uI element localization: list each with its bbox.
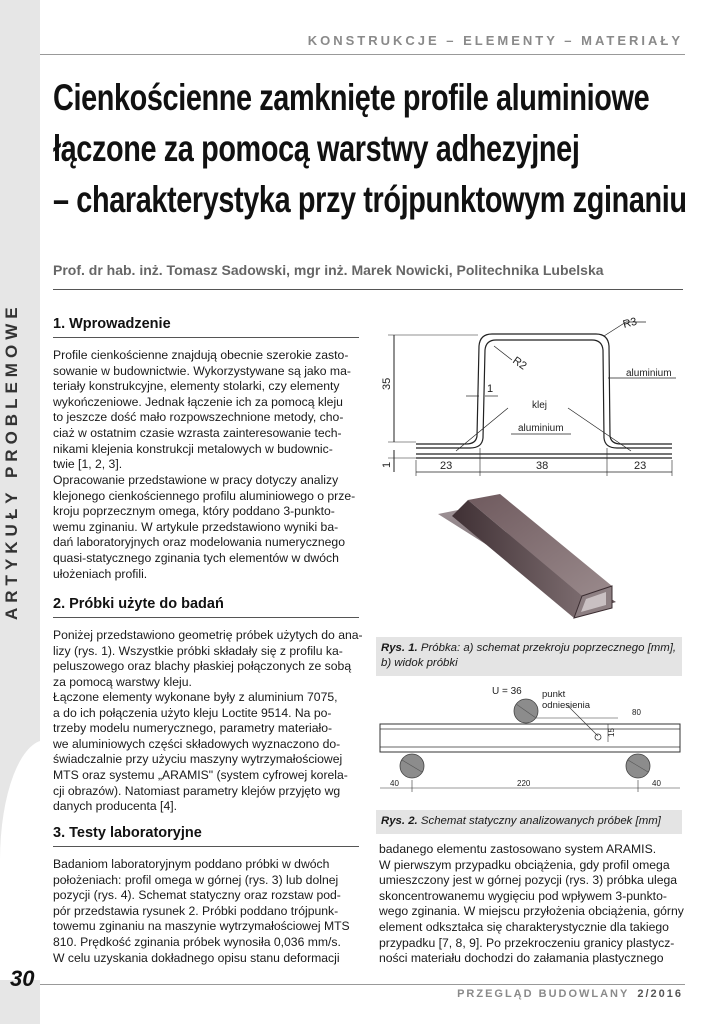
figure1-caption: [376, 637, 682, 676]
label-r2: R2: [510, 354, 529, 373]
label-40-left: 40: [390, 779, 399, 788]
text-line: we aluminiowych części składowych wyznaczono do-: [53, 736, 341, 751]
paragraph-s1-p1: [53, 348, 359, 473]
text-line: umieszczony jest w górnej pozycji (rys. 3) próbka ulega: [379, 873, 678, 888]
leader-klej-right: [568, 408, 631, 451]
text-line: 810. Prędkość zginania próbek wynosiła 0,036 mm/s.: [53, 934, 341, 949]
label-height-35: 35: [381, 377, 393, 390]
static-scheme-diagram: [376, 680, 684, 804]
text-line: badanego elementu zastosowano system ARAMIS.: [379, 842, 657, 856]
paragraph-s2-p1: [53, 628, 363, 690]
figure2-caption-ref: Rys. 2.: [381, 815, 418, 827]
text-line: położeniach: profil omega w górnej (rys. 3) lub dolnej: [53, 872, 339, 887]
header-category: KONSTRUKCJE – ELEMENTY – MATERIAŁY: [307, 33, 683, 48]
text-line: element odkształca się charakterystycznie dla takiego: [379, 919, 669, 934]
text-line: W pierwszym przypadku obciążenia, gdy profil omega: [379, 857, 670, 872]
label-aluminium-bottom: aluminium: [518, 423, 564, 434]
journal-name: PRZEGLĄD BUDOWLANY: [457, 988, 630, 1000]
text-line: Profile cienkościenne znajdują obecnie szerokie zasto-: [53, 348, 349, 362]
text-line: twie [1, 2, 3].: [53, 457, 123, 472]
label-odniesienia: odniesienia: [542, 700, 591, 711]
paragraph-s2-p2: [53, 690, 359, 815]
title-line: Cienkościenne zamknięte profile aluminiowe: [53, 77, 650, 118]
text-line: kroju poprzecznym omega, który poddano 3-punkto-: [53, 504, 335, 519]
paragraph-s1-p2: [53, 473, 359, 582]
label-220: 220: [517, 779, 531, 788]
text-line: MTS oraz systemu „ARAMIS" (system cyfrowej korela-: [53, 767, 348, 782]
text-line: Poniżej przedstawiono geometrię próbek użytych do ana-: [53, 628, 363, 642]
label-aluminium-top: aluminium: [626, 368, 672, 379]
text-line: W celu uzyskania dokładnego opisu stanu deformacji: [53, 950, 340, 965]
label-punkt: punkt: [542, 689, 566, 700]
text-line: przypadku [7, 8, 9]. Po przekroczeniu granicy plastycz-: [379, 935, 675, 950]
label-width-23-left: 23: [440, 460, 453, 472]
label-80: 80: [632, 708, 641, 717]
footer-rule: [40, 984, 685, 985]
cross-section-diagram: [376, 310, 684, 490]
label-40-right: 40: [652, 779, 661, 788]
label-width-38: 38: [536, 460, 549, 472]
text-line: za pomocą warstwy kleju.: [53, 674, 192, 689]
text-line: Badaniom laboratoryjnym poddano próbki w dwóch: [53, 857, 330, 871]
text-line: wego zginania. W miejscu przyłożenia obciążenia, górny: [379, 904, 684, 919]
text-line: świadczalnie przy użyciu maszyny wytrzymałościowej: [53, 752, 343, 767]
text-line: skoncentrowanemu wygięciu pod wpływem 3-punkto-: [379, 888, 667, 903]
text-line: teriały konstrukcyjne, elementy stolarki, czy elementy: [53, 379, 340, 394]
text-line: dań laboratoryjnych oraz modelowania numerycznego: [53, 535, 345, 550]
text-line: nikami klejenia konstrukcji metalowych w budownic-: [53, 441, 333, 456]
text-line: trzeby modelu numerycznego, parametry materiało-: [53, 721, 333, 736]
header-rule: [40, 54, 685, 55]
text-line: klejonego cienkościennego profilu aluminiowego o prze-: [53, 488, 356, 503]
leader-r2: [494, 346, 512, 360]
leader-klej-left: [456, 408, 508, 451]
text-line: a do ich połączenia użyto kleju Loctite 9514. Na po-: [53, 705, 332, 720]
label-thickness-1-side: 1: [381, 461, 393, 468]
label-15: 15: [607, 728, 616, 737]
text-line: Łączone elementy wykonane były z aluminium 7075,: [53, 690, 338, 704]
label-load: U = 36: [492, 686, 522, 697]
text-line: to jeszcze dość mało rozpowszechnione metody, cho-: [53, 410, 344, 425]
footer-journal: [457, 988, 683, 1000]
text-line: ułożeniach profili.: [53, 566, 148, 581]
article-authors: Prof. dr hab. inż. Tomasz Sadowski, mgr inż. Marek Nowicki, Politechnika Lubelska: [53, 262, 604, 278]
beam-outline: [380, 724, 680, 752]
page-number: 30: [10, 966, 35, 991]
section-heading-3: 3. Testy laboratoryjne: [53, 825, 359, 847]
text-line: pozycji (rys. 4). Schemat statyczny oraz rozstaw pod-: [53, 888, 341, 903]
label-width-23-right: 23: [634, 460, 647, 472]
paragraph-right-p1: [379, 842, 684, 967]
text-line: danych producenta [4].: [53, 799, 177, 814]
text-line: wykończeniowe. Jednak łączenie ich za pomocą kleju: [53, 394, 343, 409]
specimen-photo: [376, 486, 684, 636]
text-line: cji obrazów). Natomiast parametry klejów przyjęto wg: [53, 783, 341, 798]
title-line: – charakterystyka przy trójpunktowym zginaniu: [53, 179, 687, 220]
article-title: [53, 72, 685, 225]
figure2-caption-text: Schemat statyczny analizowanych próbek [mm]: [420, 815, 661, 827]
text-line: Opracowanie przedstawione w pracy dotyczy analizy: [53, 473, 339, 487]
section-heading-2: 2. Próbki użyte do badań: [53, 596, 359, 618]
label-klej: klej: [532, 400, 548, 411]
paragraph-s3-p1: [53, 857, 359, 966]
figure1-caption-ref: Rys. 1.: [381, 642, 418, 654]
section-heading-1: 1. Wprowadzenie: [53, 316, 359, 338]
journal-issue: 2/2016: [637, 988, 683, 1000]
title-line: łączone za pomocą warstwy adhezyjnej: [53, 128, 580, 169]
text-line: pór przedstawia rysunek 2. Próbki poddano trójpunk-: [53, 903, 339, 918]
figure2-caption: [376, 810, 682, 834]
authors-rule: [53, 289, 683, 290]
reference-point-marker: [595, 734, 601, 740]
text-line: wemu zginaniu. W artykule przedstawiono wyniki ba-: [53, 519, 339, 534]
label-r3: R3: [621, 315, 639, 331]
text-line: ciaż w ostatnim czasie wzrasta zainteresowanie tech-: [53, 425, 342, 440]
text-line: ności materiału dochodzi do załamania plastycznego: [379, 951, 664, 966]
text-line: sowanie w budownictwie. Wykorzystywane są jako ma-: [53, 363, 351, 378]
label-thickness-1-inner: 1: [487, 383, 494, 395]
text-line: towemu zginaniu na maszynie wytrzymałościowej MTS: [53, 919, 350, 934]
figure1-caption-text: Próbka: a) schemat przekroju poprzecznego [mm], b) widok próbki: [381, 642, 677, 669]
text-line: lizy (rys. 1). Wszystkie próbki składały się z profilu ka-: [53, 643, 343, 658]
text-line: quasi-statycznego zginania tych elementów w dwóch: [53, 550, 339, 565]
text-line: peluszowego oraz blachy płaskiej połączonych ze sobą: [53, 659, 352, 674]
